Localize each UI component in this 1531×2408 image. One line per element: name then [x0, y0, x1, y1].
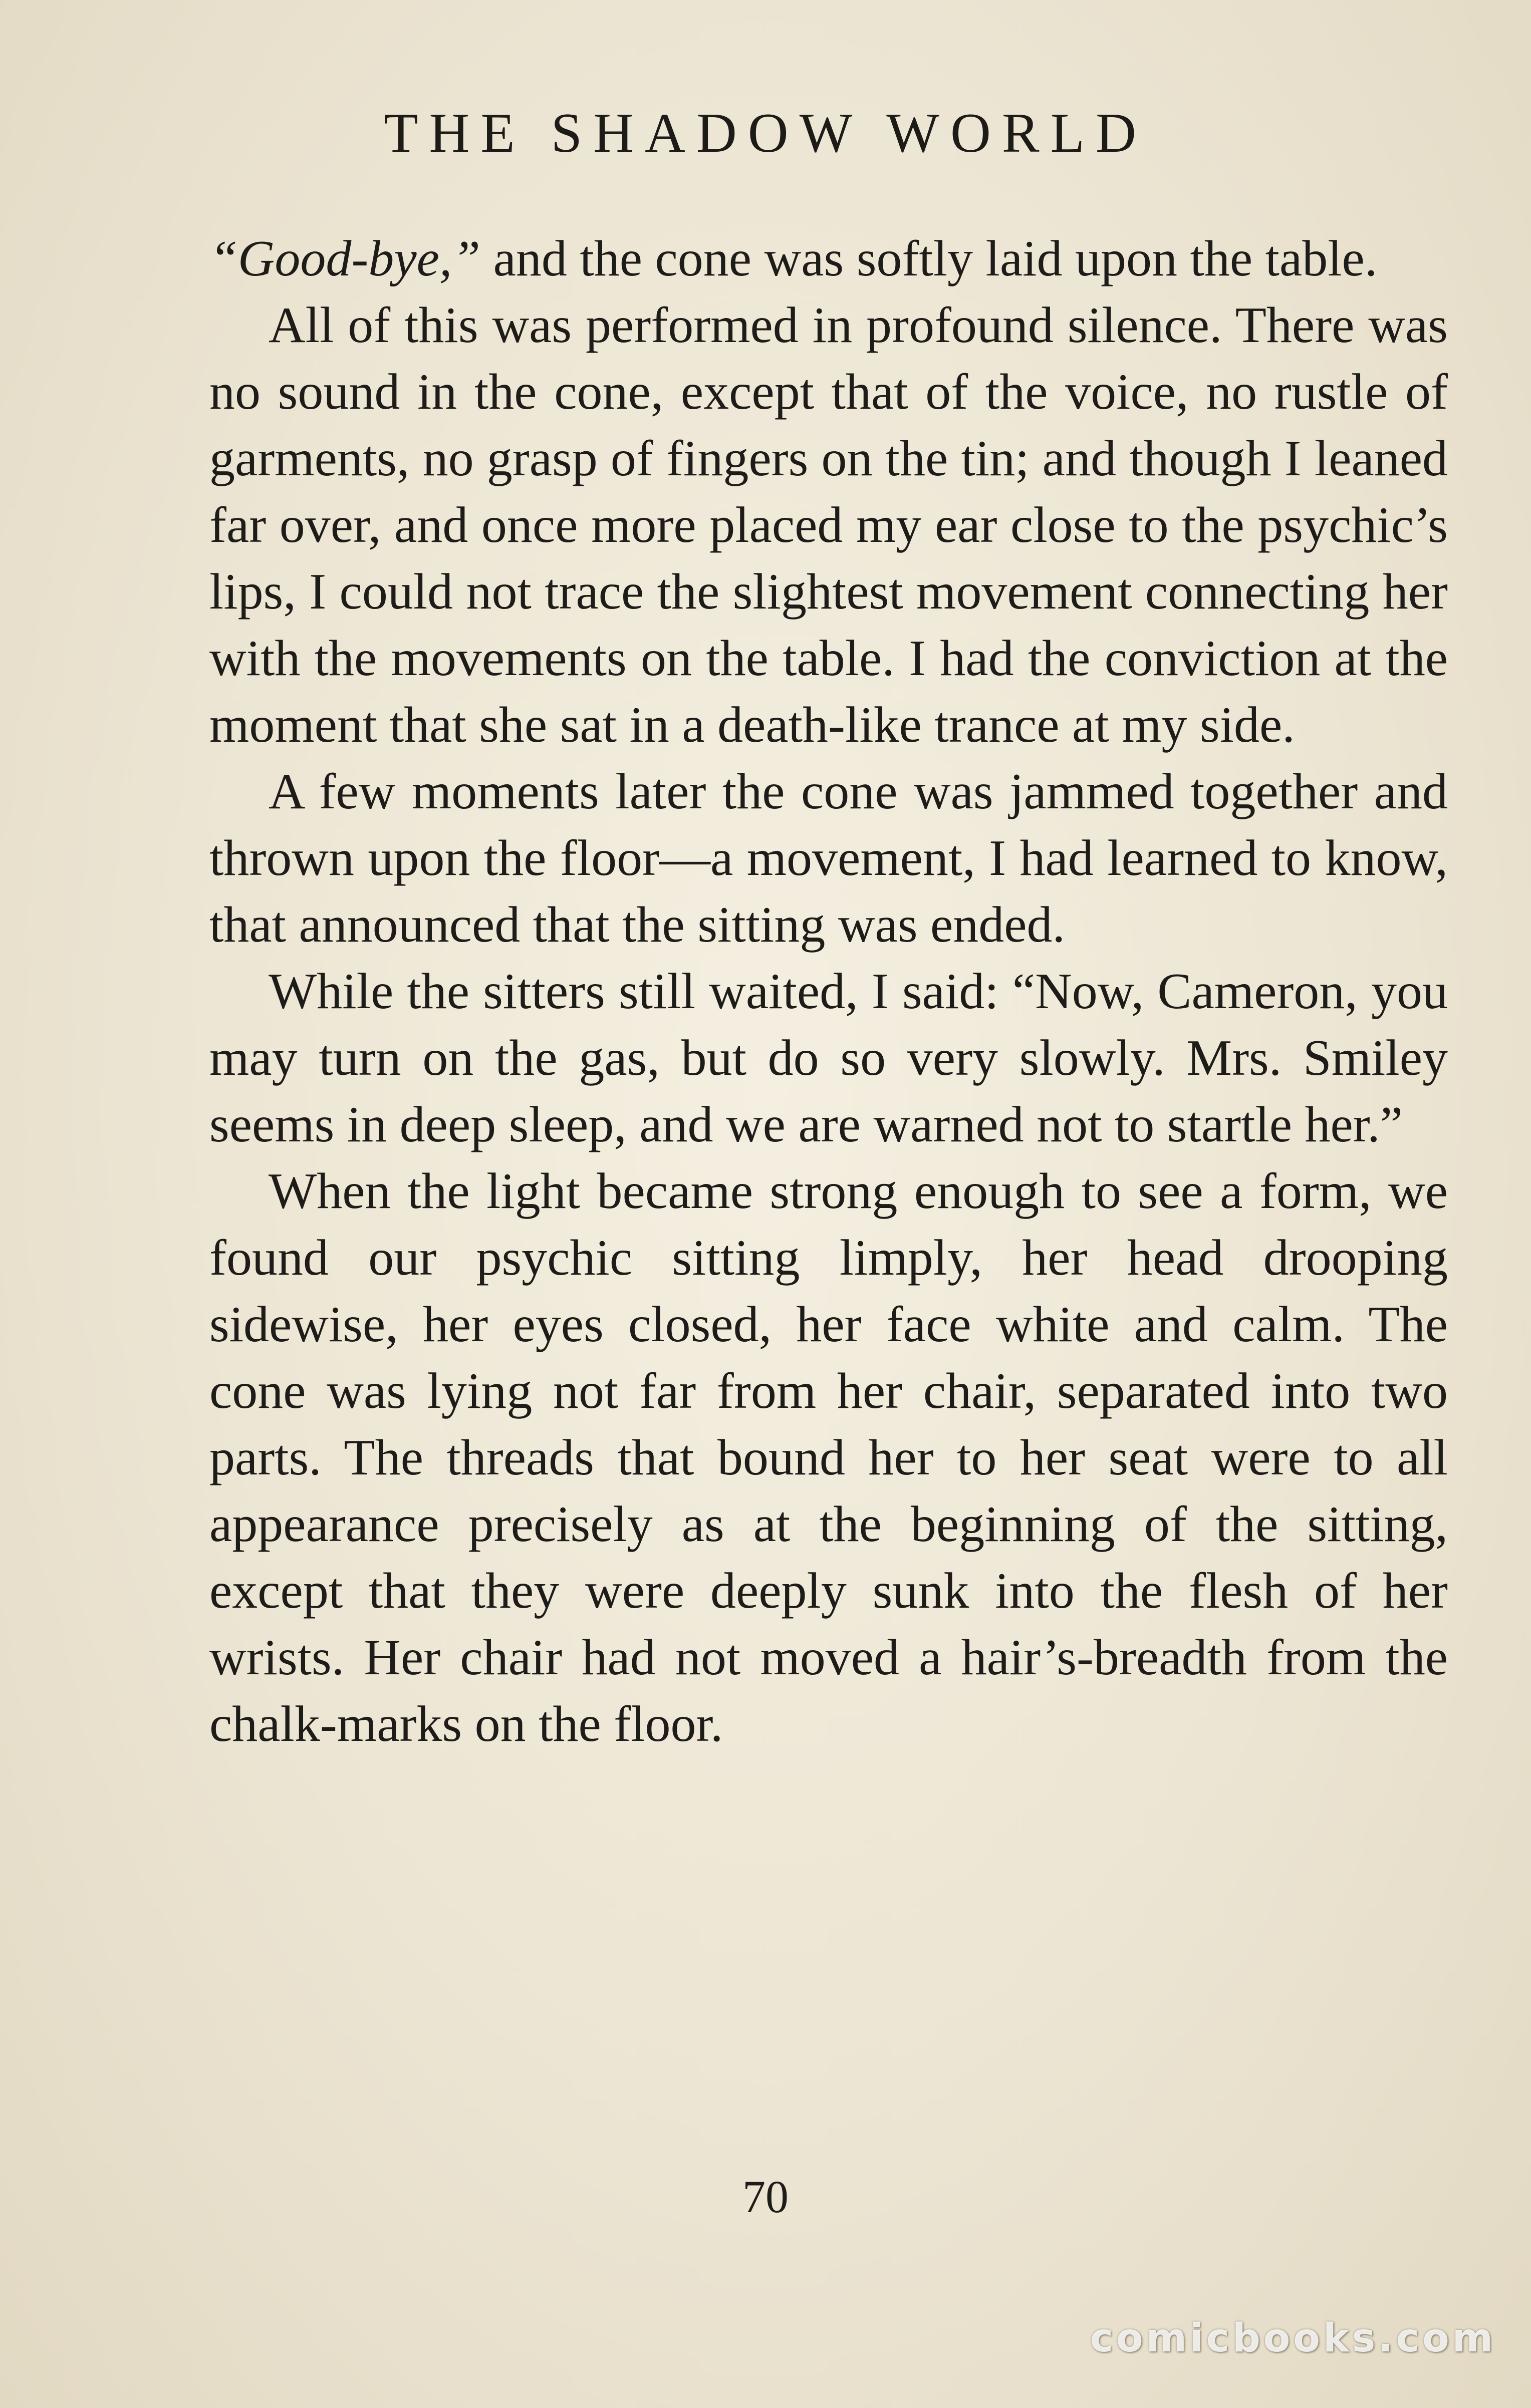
paragraph: [209, 958, 1448, 1158]
page-number: 70: [742, 2171, 789, 2222]
paragraph-text: All of this was performed in profound silence. There was no sound in the cone, except that of the voice, no rustle of garments, no grasp of fingers on the tin; and though I leaned far over, and once more placed my ear close to the psychic’s lips, I could not trace the slightest movement connecting her with the movements on the table. I had the conviction at the moment that she sat in a death-like trance at my side.: [209, 297, 1448, 753]
body-text: [209, 225, 1448, 1757]
watermark: comicbooks.com: [1090, 2316, 1496, 2361]
paragraph: [209, 292, 1448, 758]
paragraph: [209, 758, 1448, 958]
paragraph: [209, 225, 1448, 292]
paragraph-lead-italic: “Good-bye,”: [209, 230, 481, 287]
paragraph-text: and the cone was softly laid upon the table.: [480, 230, 1378, 287]
paragraph-text: A few moments later the cone was jammed together and thrown upon the floor—a movement, I had learned to know, that announced that the sitting was ended.: [209, 763, 1448, 953]
paragraph-text: While the sitters still waited, I said: “Now, Cameron, you may turn on the gas, but do so very slowly. Mrs. Smiley seems in deep sleep, and we are warned not to startle her.”: [209, 963, 1448, 1153]
paragraph: [209, 1158, 1448, 1757]
paragraph-text: When the light became strong enough to see a form, we found our psychic sitting limply, her head drooping sidewise, her eyes closed, her face white and calm. The cone was lying not far from her chair, separated into two parts. The threads that bound her to her seat were to all appearance precisely as at the beginning of the sitting, except that they were deeply sunk into the flesh of her wrists. Her chair had not moved a hair’s-breadth from the chalk-marks on the floor.: [209, 1163, 1448, 1752]
running-head: THE SHADOW WORLD: [384, 102, 1147, 164]
